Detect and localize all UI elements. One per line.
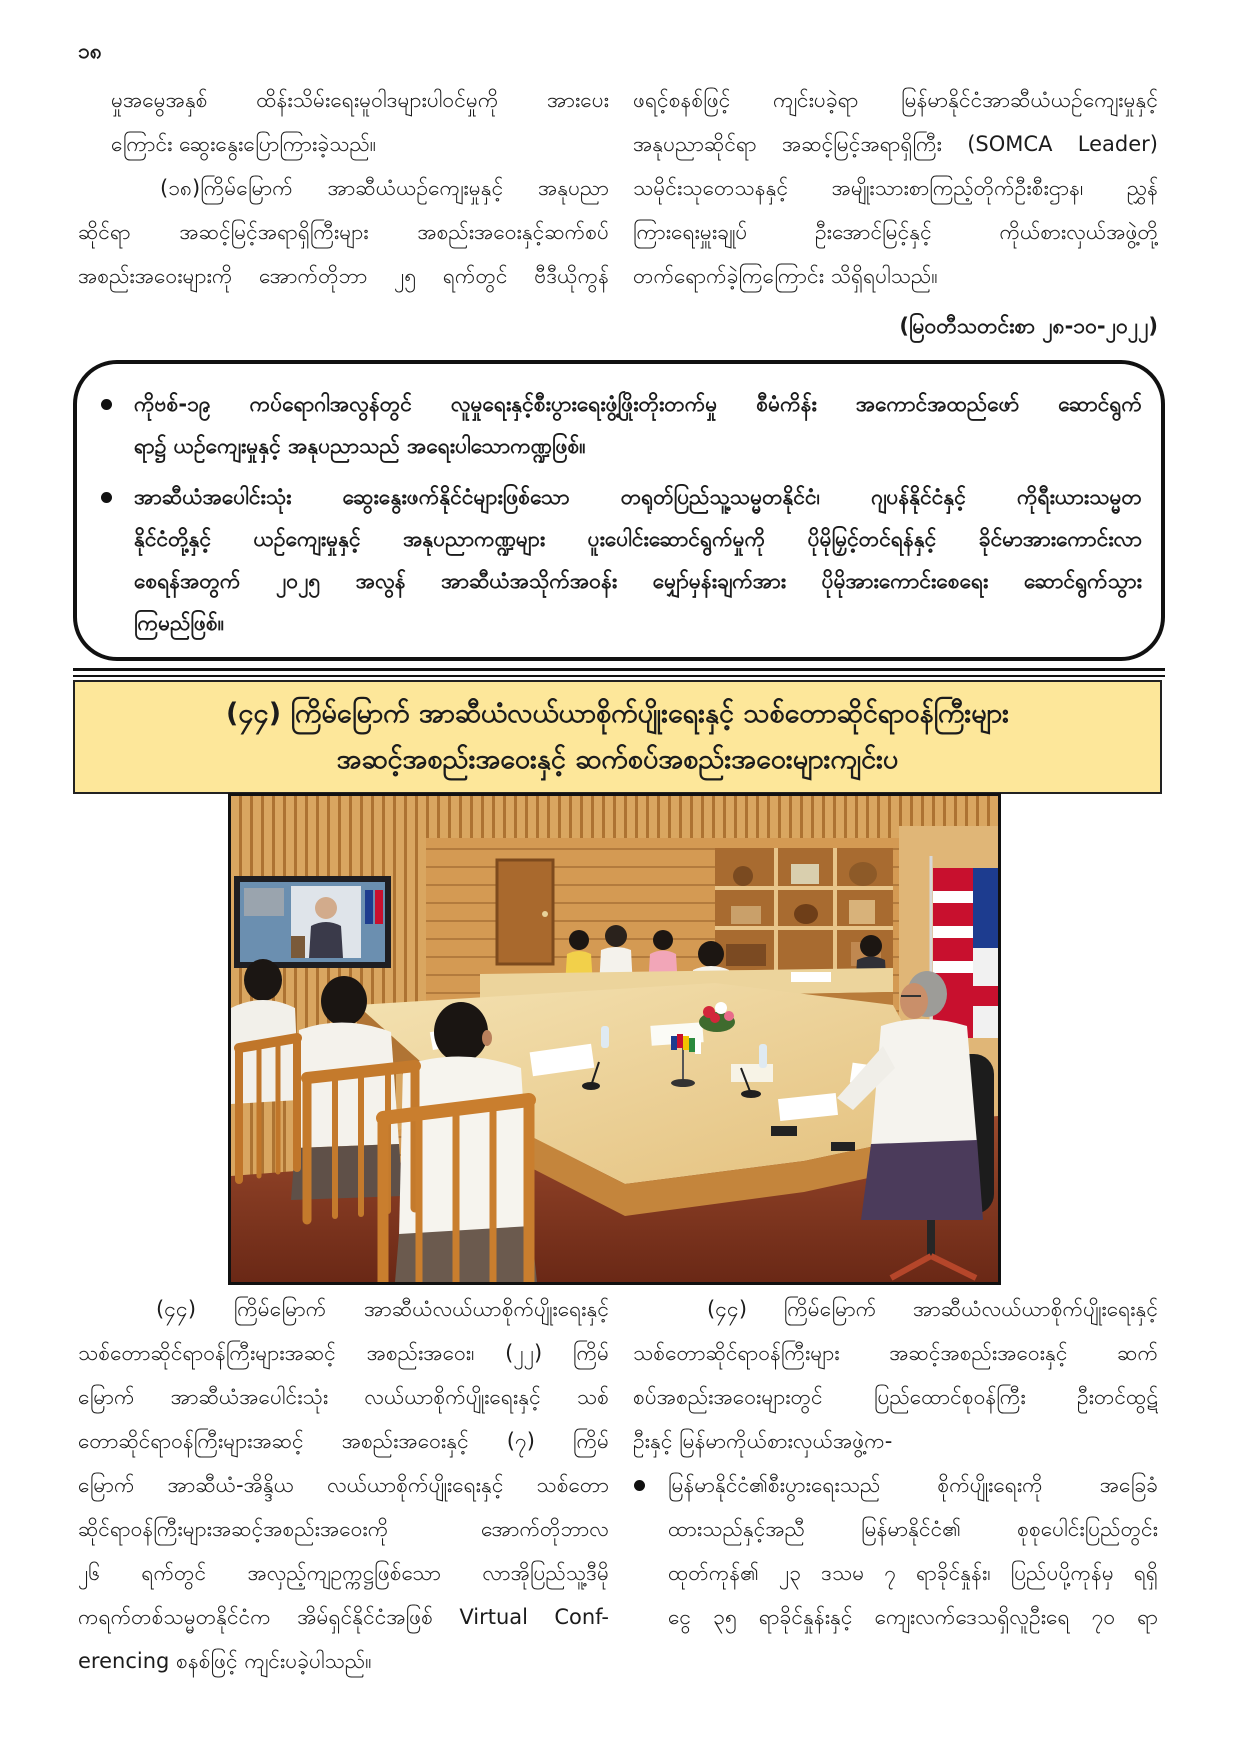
bullet-icon (634, 1480, 645, 1491)
text-line: ထားသည်နှင့်အညီ မြန်မာနိုင်ငံ၏ စုစုပေါင်းပြည်တွင်း (668, 1517, 1158, 1541)
heading-line: (၄၄) ကြိမ်မြောက် အာဆီယံလယ်ယာစိုက်ပျိုးရေးနှင့် သစ်တောဆိုင်ရာဝန်ကြီးများ (226, 698, 1009, 729)
text-line: ဆိုင်ရာ အဆင့်မြင့်အရာရှိကြီးများ အစည်းအဝေးနှင့်ဆက်စပ် (78, 220, 609, 244)
text-line: (၁၈)ကြိမ်မြောက် အာဆီယံယဉ်ကျေးမှုနှင့် အနုပညာ (160, 176, 609, 200)
text-line: ကရက်တစ်သမ္မတနိုင်ငံက အိမ်ရှင်နိုင်ငံအဖြစ် Virtual Conf- (78, 1605, 609, 1629)
meeting-photo-illustration (231, 796, 998, 1282)
text-line: သမိုင်းသုတေသနနှင့် အမျိုးသားစာကြည့်တိုက်ဦးစီးဌာန၊ ညွှန် (633, 176, 1158, 200)
text-line: မြောက် အာဆီယံ-အိန္ဒိယ လယ်ယာစိုက်ပျိုးရေးနှင့် သစ်တော (78, 1473, 609, 1497)
heading-line: အဆင့်အစည်းအဝေးနှင့် ဆက်စပ်အစည်းအဝေးများကျင်းပ (336, 744, 899, 775)
text-line: ဦးနှင့် မြန်မာကိုယ်စားလှယ်အဖွဲ့က- (633, 1429, 893, 1453)
text-line: ၂၆ ရက်တွင် အလှည့်ကျဥက္ကဋ္ဌဖြစ်သော လာအိုပြည်သူ့ဒီမို (78, 1561, 609, 1585)
page-number: ၁၈ (78, 39, 102, 63)
door-handle (542, 911, 548, 917)
summary-bullet (134, 476, 1142, 644)
text-line: မြောက် အာဆီယံအပေါင်းသုံး လယ်ယာစိုက်ပျိုးရေးနှင့် သစ် (78, 1385, 609, 1409)
text-line: ဆိုင်ရာဝန်ကြီးများအဆင့်အစည်းအဝေးကို အောက်တိုဘာလ (78, 1517, 609, 1541)
text-line: တောဆိုင်ရာဝန်ကြီးများအဆင့် အစည်းအဝေးနှင့် (၇) ကြိမ် (78, 1429, 609, 1453)
bullet-icon (101, 399, 112, 410)
divider-rule (73, 675, 1165, 677)
article-heading (73, 680, 1162, 794)
text-line: erencing စနစ်ဖြင့် ကျင်းပခဲ့ပါသည်။ (78, 1649, 372, 1673)
video-conference-screen (234, 876, 391, 968)
text-line: မှုအမွေအနှစ် ထိန်းသိမ်းရေးမူဝါဒများပါဝင်မှုကို အားပေး (111, 88, 609, 112)
text-line: မြန်မာနိုင်ငံ၏စီးပွားရေးသည် စိုက်ပျိုးရေးကို အခြေခံ (668, 1473, 1158, 1497)
text-line: တက်ရောက်ခဲ့ကြကြောင်း သိရှိရပါသည်။ (633, 264, 938, 288)
text-line: အစည်းအဝေးများကို အောက်တိုဘာ ၂၅ ရက်တွင် ဗီဒီယိုကွန် (78, 264, 609, 288)
text-line: ကြားရေးမှူးချုပ် ဦးအောင်မြင့်နှင့် ကိုယ်စားလှယ်အဖွဲ့တို့ (633, 220, 1158, 244)
article-left-column (78, 1287, 609, 1683)
summary-bullet (134, 383, 1142, 467)
summary-box (73, 360, 1165, 661)
text-line: ကြောင်း ဆွေးနွေးပြောကြားခဲ့သည်။ (111, 132, 377, 156)
text-line: ဖရင့်စနစ်ဖြင့် ကျင်းပခဲ့ရာ မြန်မာနိုင်ငံအာဆီယံယဉ်ကျေးမှုနှင့် (633, 88, 1158, 112)
article-right-column (633, 1287, 1158, 1639)
text-line: (၄၄) ကြိမ်မြောက် အာဆီယံလယ်ယာစိုက်ပျိုးရေးနှင့် (156, 1297, 609, 1321)
text-line: စေရန်အတွက် ၂၀၂၅ အလွန် အာဆီယံအသိုက်အဝန်း မျှော်မှန်းချက်အား ပိုမိုအားကောင်းစေရေး ဆောင်ရွက်သွား (134, 569, 1142, 593)
text-line: ကြမည်ဖြစ်။ (134, 611, 225, 635)
text-line: သစ်တောဆိုင်ရာဝန်ကြီးများအဆင့် အစည်းအဝေး၊ (၂၂) ကြိမ် (78, 1341, 609, 1365)
text-line: စပ်အစည်းအဝေးများတွင် ပြည်ထောင်စုဝန်ကြီး ဦးတင်ထွဋ် (633, 1385, 1158, 1409)
text-line: အနုပညာဆိုင်ရာ အဆင့်မြင့်အရာရှိကြီး (SOMCA Leader) (633, 132, 1158, 156)
divider-rule (73, 668, 1165, 671)
text-line: ကိုဗစ်-၁၉ ကပ်ရောဂါအလွန်တွင် လူမှုရေးနှင့်စီးပွားရေးဖွံ့ဖြိုးတိုးတက်မှု စီမံကိန်း အကောင်အထည်ဖော် ဆောင်ရွက် (134, 392, 1142, 416)
text-line: နိုင်ငံတို့နှင့် ယဉ်ကျေးမှုနှင့် အနုပညာကဏ္ဍများ ပူးပေါင်းဆောင်ရွက်မှုကို ပိုမိုမြှင့်တင်ရန်နှင့် ခိုင်မာအားကောင်းလာ (134, 527, 1142, 551)
top-left-column (78, 78, 609, 298)
news-source-citation: (မြဝတီသတင်းစာ ၂၈-၁၀-၂၀၂၂) (899, 314, 1158, 338)
text-line: အာဆီယံအပေါင်းသုံး ဆွေးနွေးဖက်နိုင်ငံများဖြစ်သော တရုတ်ပြည်သူ့သမ္မတနိုင်ငံ၊ ဂျပန်နိုင်ငံနှင့် ကိုရီးယားသမ္မတ (134, 485, 1142, 509)
text-line: ငွေ ၃၅ ရာခိုင်နှုန်းနှင့် ကျေးလက်ဒေသရှိလူဦးရေ ၇၀ ရာ (668, 1605, 1158, 1629)
text-line: (၄၄) ကြိမ်မြောက် အာဆီယံလယ်ယာစိုက်ပျိုးရေးနှင့် (707, 1297, 1158, 1321)
text-line: ရာ၌ ယဉ်ကျေးမှုနှင့် အနုပညာသည် အရေးပါသောကဏ္ဍဖြစ်။ (134, 434, 586, 458)
text-line: ထုတ်ကုန်၏ ၂၃ ဒသမ ၇ ရာခိုင်နှုန်း၊ ပြည်ပပို့ကုန်မှ ရရှိ (668, 1561, 1158, 1585)
meeting-photo (228, 793, 1001, 1285)
top-right-column (633, 78, 1158, 298)
text-line: သစ်တောဆိုင်ရာဝန်ကြီးများ အဆင့်အစည်းအဝေးနှင့် ဆက် (633, 1341, 1158, 1365)
bullet-icon (101, 492, 112, 503)
